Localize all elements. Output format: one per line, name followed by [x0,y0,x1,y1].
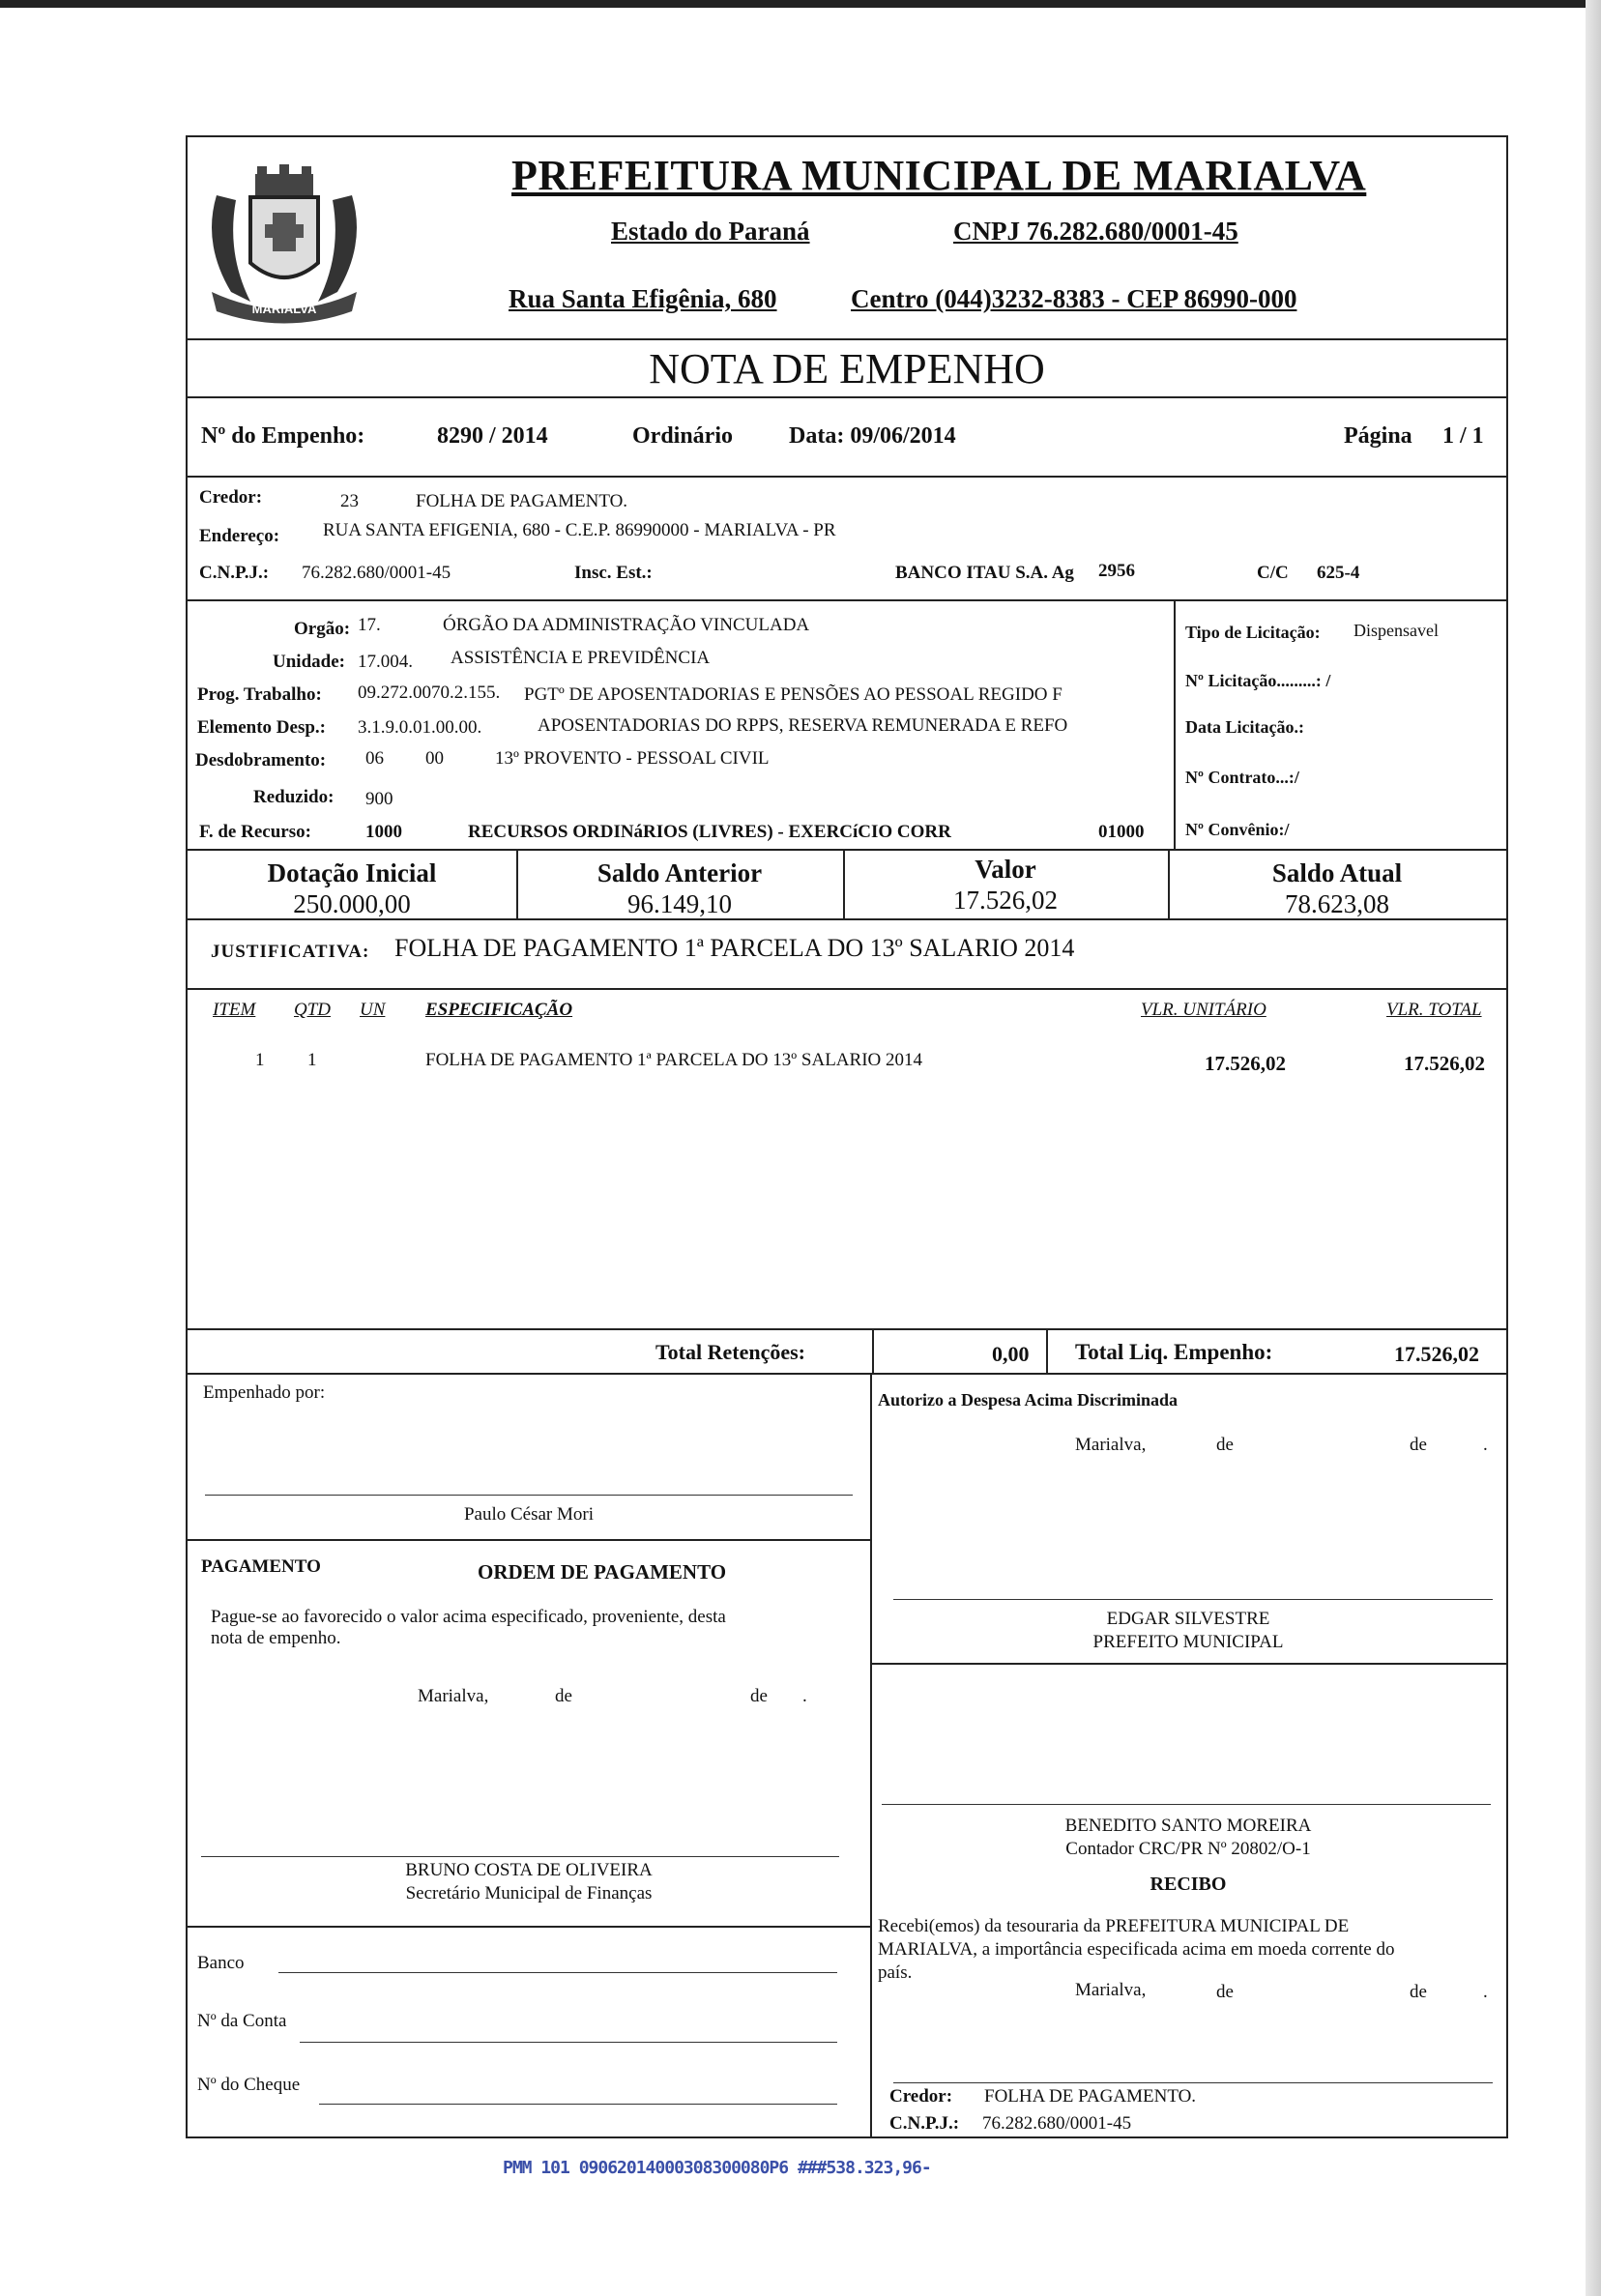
empenho-date: Data: 09/06/2014 [789,423,956,449]
orgao-name: ÓRGÃO DA ADMINISTRAÇÃO VINCULADA [443,615,810,635]
col-header-item: ITEM [213,1000,256,1020]
credor-label: Credor: [199,487,263,508]
orgao-code: 17. [358,615,381,635]
credor-name: FOLHA DE PAGAMENTO. [416,491,628,511]
conta-line [300,2042,837,2043]
document-title: NOTA DE EMPENHO [649,345,1045,392]
page-label: Página [1344,423,1412,449]
empenho-number: 8290 / 2014 [437,423,548,449]
divider [188,849,1506,851]
cc-number: 625-4 [1317,563,1360,583]
empenhado-label: Empenhado por: [203,1382,326,1403]
contrato-number: Nº Contrato...:/ [1185,768,1299,787]
saldo-value: 96.149,10 [627,889,732,918]
orgao-label: Orgão: [294,619,351,639]
credor-footer-cnpj-label: C.N.P.J.: [889,2113,960,2134]
credor-footer-label: Credor: [889,2086,953,2107]
saldo-value: 78.623,08 [1285,889,1389,918]
recibo-dot: . [1483,1982,1488,2002]
recibo-line1: Recebi(emos) da tesouraria da PREFEITURA MUNICIPAL DE [878,1916,1350,1936]
credor-footer-name: FOLHA DE PAGAMENTO. [984,2086,1197,2107]
contador-name: BENEDITO SANTO MOREIRA [1064,1816,1312,1836]
conta-label: Nº da Conta [197,2011,287,2031]
signature-line [882,1804,1491,1805]
desdobramento-name: 13º PROVENTO - PESSOAL CIVIL [495,748,770,769]
tipo-licitacao-value: Dispensavel [1354,621,1439,640]
desdobramento-b: 00 [425,748,444,769]
section-divider [188,1539,870,1541]
elemento-name: APOSENTADORIAS DO RPPS, RESERVA REMUNERADA E REFO [538,715,1068,736]
page-number: 1 / 1 [1442,423,1484,449]
header-cnpj: CNPJ 76.282.680/0001-45 [953,217,1238,246]
justificativa-label: JUSTIFICATIVA: [211,942,370,962]
saldo-label: Saldo Atual [1271,858,1403,887]
recibo-line2: MARIALVA, a importância especificada acima em moeda corrente do [878,1939,1395,1960]
cheque-label: Nº do Cheque [197,2075,301,2095]
fonte-label: F. de Recurso: [199,822,311,842]
state-name: Estado do Paraná [611,217,810,246]
banco-line [278,1972,837,1973]
prog-label: Prog. Trabalho: [197,684,322,705]
pagamento-dot: . [802,1686,807,1706]
fonte-name: RECURSOS ORDINáRIOS (LIVRES) - EXERCíCIO CORR [468,822,951,842]
elemento-code: 3.1.9.0.01.00.00. [358,717,482,738]
recibo-line3: país. [878,1962,913,1983]
recibo-de1: de [1216,1982,1234,2002]
saldo-label: Dotação Inicial [267,858,437,887]
pagamento-label: PAGAMENTO [201,1556,321,1577]
empenho-number-label: Nº do Empenho: [201,423,365,449]
item-unit-value: 17.526,02 [1205,1052,1286,1075]
saldo-label: Saldo Anterior [597,858,763,887]
total-liq-label: Total Liq. Empenho: [1075,1340,1273,1364]
unidade-name: ASSISTÊNCIA E PREVIDÊNCIA [451,648,711,668]
licitacao-date: Data Licitação.: [1185,717,1304,737]
signature-line [893,2082,1493,2083]
vertical-divider [870,1373,872,2136]
vertical-divider [1174,599,1176,849]
licitacao-number: Nº Licitação.........: / [1185,671,1331,690]
total-retencoes-label: Total Retenções: [655,1340,805,1364]
secretario-name: BRUNO COSTA DE OLIVEIRA [405,1860,653,1880]
col-header-qtd: QTD [294,1000,332,1020]
col-header-especificacao: ESPECIFICAÇÃO [425,1000,573,1020]
municipality-title: PREFEITURA MUNICIPAL DE MARIALVA [511,152,1367,199]
saldo-value: 250.000,00 [293,889,411,918]
total-retencoes-value: 0,00 [992,1342,1030,1366]
cnpj-label: C.N.P.J.: [199,563,270,583]
recibo-title: RECIBO [1150,1874,1227,1895]
col-header-vlr-unitario: VLR. UNITÁRIO [1141,1000,1266,1020]
pagamento-text-line2: nota de empenho. [211,1628,341,1648]
item-qty: 1 [307,1050,317,1070]
unidade-code: 17.004. [358,652,413,672]
col-header-un: UN [360,1000,386,1020]
crest-banner-text: MARIALVA [251,302,317,316]
divider [188,918,1506,920]
header-address: Rua Santa Efigênia, 680 [509,284,777,313]
credor-code: 23 [340,491,359,511]
vertical-divider [1046,1328,1048,1373]
credor-address: RUA SANTA EFIGENIA, 680 - C.E.P. 86990000 - MARIALVA - PR [323,520,836,540]
bank-name: BANCO ITAU S.A. Ag [895,563,1074,583]
item-specification: FOLHA DE PAGAMENTO 1ª PARCELA DO 13º SALARIO 2014 [425,1050,922,1070]
nota-de-empenho-document [186,135,1508,2138]
signature-line [205,1495,853,1496]
convenio-number: Nº Convênio:/ [1185,820,1290,839]
recibo-city: Marialva, [1075,1980,1147,2000]
municipal-crest-icon [197,157,371,331]
item-number: 1 [255,1050,265,1070]
header-contact: Centro (044)3232-8383 - CEP 86990-000 [851,284,1297,313]
ordem-pagamento-title: ORDEM DE PAGAMENTO [478,1560,727,1584]
fonte-code: 1000 [365,822,402,842]
prog-name: PGTº DE APOSENTADORIAS E PENSÕES AO PESSOAL REGIDO F [524,684,1062,705]
saldo-value: 17.526,02 [953,886,1058,915]
credor-cnpj: 76.282.680/0001-45 [302,563,451,583]
secretario-role: Secretário Municipal de Finanças [405,1883,653,1904]
divider [188,396,1506,398]
cheque-line [319,2104,837,2105]
autorizo-dot: . [1483,1435,1488,1455]
justificativa-text: FOLHA DE PAGAMENTO 1ª PARCELA DO 13º SALARIO 2014 [394,934,1075,962]
saldo-label: Valor [975,855,1036,884]
desdobramento-label: Desdobramento: [195,750,327,770]
desdobramento-a: 06 [365,748,384,769]
autorizo-de1: de [1216,1435,1234,1455]
divider [188,476,1506,478]
cc-label: C/C [1257,563,1289,583]
fonte-number: 01000 [1098,822,1145,842]
pagamento-de1: de [555,1686,572,1706]
recibo-de2: de [1410,1982,1427,2002]
agency-number: 2956 [1098,561,1135,581]
section-divider [870,1663,1506,1665]
unidade-label: Unidade: [273,652,345,672]
scan-edge-right [1586,0,1601,2296]
credor-footer-cnpj: 76.282.680/0001-45 [982,2113,1132,2134]
prefeito-role: PREFEITO MUNICIPAL [1092,1632,1284,1652]
autorizo-label: Autorizo a Despesa Acima Discriminada [878,1390,1178,1410]
document-footer-code: PMM 101 09062014000308300080P6 ###538.323,96- [503,2158,931,2178]
banco-label: Banco [197,1953,245,1973]
pagamento-de2: de [750,1686,768,1706]
prog-code: 09.272.0070.2.155. [358,683,501,703]
empenho-type: Ordinário [632,423,734,449]
pagamento-city: Marialva, [418,1686,489,1706]
address-label: Endereço: [199,526,280,546]
empenhado-name: Paulo César Mori [463,1504,595,1525]
autorizo-city: Marialva, [1075,1435,1147,1455]
prefeito-name: EDGAR SILVESTRE [1106,1609,1270,1629]
divider [188,1373,1506,1375]
contador-role: Contador CRC/PR Nº 20802/O-1 [1065,1839,1311,1859]
autorizo-de2: de [1410,1435,1427,1455]
tipo-licitacao-label: Tipo de Licitação: [1185,623,1321,642]
pagamento-text-line1: Pague-se ao favorecido o valor acima especificado, proveniente, desta [211,1607,726,1627]
reduzido-value: 900 [365,789,393,809]
divider [188,988,1506,990]
divider [188,599,1506,601]
vertical-divider [872,1328,874,1373]
signature-line [893,1599,1493,1600]
total-liq-value: 17.526,02 [1394,1342,1479,1366]
insc-label: Insc. Est.: [574,563,653,583]
divider [188,1328,1506,1330]
section-divider [188,1926,870,1928]
elemento-label: Elemento Desp.: [197,717,326,738]
reduzido-label: Reduzido: [253,787,335,807]
signature-line [201,1856,839,1857]
item-total-value: 17.526,02 [1404,1052,1485,1075]
col-header-vlr-total: VLR. TOTAL [1386,1000,1482,1020]
scan-edge-top [0,0,1601,8]
divider [188,338,1506,340]
